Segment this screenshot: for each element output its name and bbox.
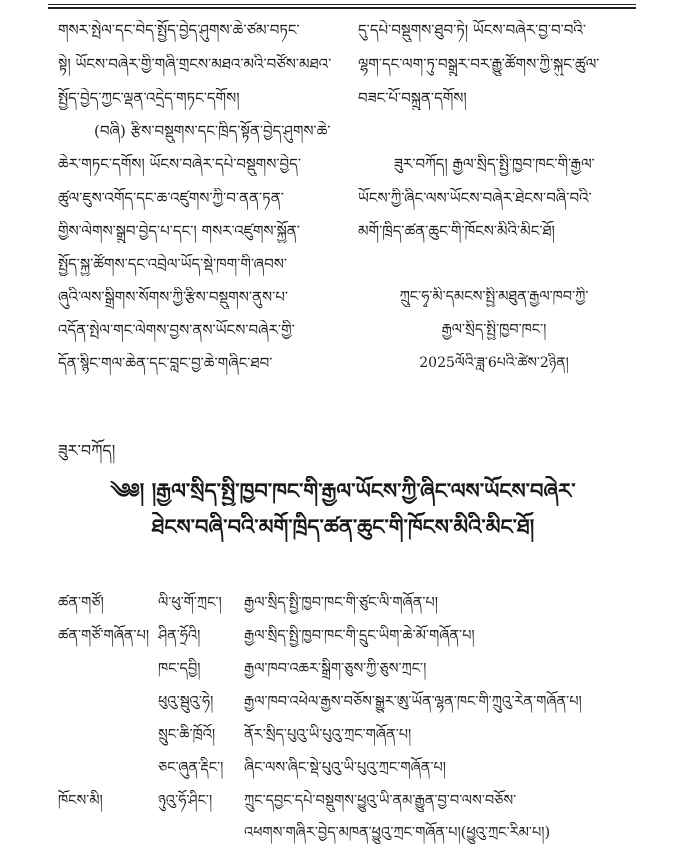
signature-line-2: རྒྱལ་སྲིད་སྤྱི་ཁྱབ་ཁང་།: [441, 322, 547, 338]
member-role: ཚན་གཙོ།: [58, 595, 104, 611]
attachment-label: ཟུར་བཀོད།: [58, 441, 116, 460]
member-name: ཕུའུ་སྦུའུ་ཧེ།: [158, 694, 214, 710]
list-item: [0, 658, 686, 682]
left-line-8: སྤྱོད་སྐྱ་ཚོགས་དང་འབྲེལ་ཡོད་སྡེ་ཁག་གི་ཞབས་: [58, 255, 287, 273]
member-post: འཕགས་གཞིར་བྱེད་མཁན་ཕྱུའུ་ཀྲང་གཞོན་པ།(ཕྱུའུ་ཀྲང་རིམ་པ།): [244, 825, 551, 841]
left-line-11: དོན་སྙིང་གལ་ཆེན་དང་བླང་བྱ་ཆེ་གཞིང་ཐབ་: [58, 354, 273, 372]
left-line-7: གྱིས་ལེགས་སྒྲུབ་བྱེད་པ་དང་། གསར་འཛུགས་སྐྱོན་: [58, 222, 300, 240]
right-line-2: ལྷག་དང་ལག་ཏུ་བསྒྲུར་བར་རྒྱུ་ཚོགས་ཀྱི་སྐུང་ཚུལ་: [358, 55, 600, 73]
list-item: [0, 625, 686, 649]
left-line-1: གསར་སྤེལ་དང་བེད་སྤྱོད་བྱེད་ཤུགས་ཆེ་ཙམ་བཏང་: [58, 21, 300, 39]
left-line-5: ཆེར་གཏང་དགོས། ཡོངས་བཞེར་དཔེ་བསྡུགས་བྱེད་: [58, 155, 301, 173]
member-name: ཤིན་ཧྲོའི།: [158, 628, 201, 644]
member-post: རྒྱལ་ཁབ་འཕེལ་རྒྱས་བཅོས་སྒྱུར་ཨུ་ཡོན་ལྷན་ཁང་གི་ཀྲུའུ་རེན་གཞོན་པ།: [244, 694, 582, 710]
member-post: རྒྱལ་སྲིད་སྤྱི་ཁྱབ་ཁང་གི་དྲུང་ཡིག་ཆེ་མོ་གཞོན་པ།: [244, 628, 475, 644]
member-post: ཀྲུང་དབྱང་དཔེ་བསྡུགས་ཕྱུའུ་ཡི་ནམ་རྒྱུན་བྱ་བ་ལས་བཅོས་: [244, 793, 517, 809]
list-item: [0, 790, 686, 814]
member-name: ཁང་དབྱི།: [158, 661, 201, 677]
member-name: ཅང་ཞུན་རྡིང་།: [158, 760, 224, 776]
member-post: རྒྱལ་སྲིད་སྤྱི་ཁྱབ་ཁང་གི་ཙུང་ལི་གཞོན་པ།: [244, 595, 438, 611]
right-line-1: དུ་དཔེ་བསྡུགས་ཐུབ་ཏེ། ཡོངས་བཞེར་བྱ་བ་བའི་: [358, 21, 587, 39]
attachment-note-line-3: མགོ་ཁྲིད་ཚན་ཆུང་གི་ཁོངས་མིའི་མིང་ཐོ།: [358, 222, 555, 240]
member-name: སྲུང་ཆི་ཁྲོའོ།: [158, 727, 216, 743]
top-rule-thin: [48, 4, 636, 5]
top-rule-thick: [48, 7, 636, 9]
left-line-10: འདོན་སྤེལ་གང་ལེགས་བྱས་ནས་ཡོངས་བཞེར་གྱི་: [58, 321, 295, 339]
member-name: ཉུའུ་ཧོ་ཤིང་།: [158, 793, 213, 809]
member-post: རྒྱལ་ཁབ་འཆར་སྒྲིག་ཅུས་ཀྱི་ཅུས་ཀྲང་།: [244, 661, 427, 677]
member-name: ལི་ཕུ་གོ་ཀྲང་།: [158, 595, 222, 611]
left-line-2: སྟེ། ཡོངས་བཞེར་གྱི་གཞི་གྲངས་མཐའ་མའི་བཙོས་མཐའ་: [58, 55, 332, 73]
member-role: ཚན་གཙོ་གཞོན་པ།: [58, 628, 150, 644]
signature-date: 2025ལོའི་ཟླ་6པའི་ཚེས་2ཉིན།: [419, 355, 569, 371]
member-post: ནོར་སྲིད་པུའུ་ཡི་པུའུ་ཀྲང་གཞོན་པ།: [244, 727, 412, 743]
right-line-3: བཟང་པོ་བསྐྲུན་དགོས།: [358, 89, 467, 107]
left-line-6: ཚུལ་ཇུས་འགོད་དང་ཆ་འཛུགས་ཀྱི་བ་ནན་ཏན་: [58, 189, 284, 207]
signature-line-1: ཀྲུང་ཧྭ་མི་དམངས་སྤྱི་མཐུན་རྒྱལ་ཁབ་ཀྱི་: [399, 289, 589, 305]
left-line-9: ཞུའི་ལས་སྒྲིགས་སོགས་ཀྱི་རྩིས་བསྡུགས་ནུས་པ་: [58, 288, 289, 306]
list-item: [0, 724, 686, 748]
attachment-title-line-1: ༄༅། །རྒྱལ་སྲིད་སྤྱི་ཁྱབ་ཁང་གི་རྒྱལ་ཡོངས་ཀྱི་ཞིང་ལས་ཡོངས་བཞེར་: [110, 478, 576, 503]
member-role: ཁོངས་མི།: [58, 793, 103, 809]
list-item: [0, 757, 686, 781]
attachment-note-line-1: ཟུར་བཀོད། རྒྱལ་སྲིད་སྤྱི་ཁྱབ་ཁང་གི་རྒྱལ་: [394, 155, 595, 173]
attachment-title-line-2: ཐེངས་བཞི་བའི་མགོ་ཁྲིད་ཚན་ཆུང་གི་ཁོངས་མིའི་མིང་ཐོ།: [151, 514, 535, 539]
member-post: ཞིང་ལས་ཞིང་སྡེ་པུའུ་ཡི་པུའུ་ཀྲང་གཞོན་པ།: [244, 760, 447, 776]
list-item: [0, 592, 686, 616]
left-line-3: སྤྱོད་བྱེད་ཀྱང་ལྡན་འདྲེད་གཏང་དགོས།: [58, 89, 240, 107]
left-line-4: (བཞི) རྩིས་བསྡུགས་དང་ཁྲིད་སྟོན་བྱེད་ཤུགས་ཆེ་: [94, 122, 331, 140]
attachment-note-line-2: ཡོངས་ཀྱི་ཞིང་ལས་ཡོངས་བཞེར་ཐེངས་བཞི་བའི་: [358, 189, 592, 207]
list-item: [0, 691, 686, 715]
list-item: [0, 822, 686, 846]
